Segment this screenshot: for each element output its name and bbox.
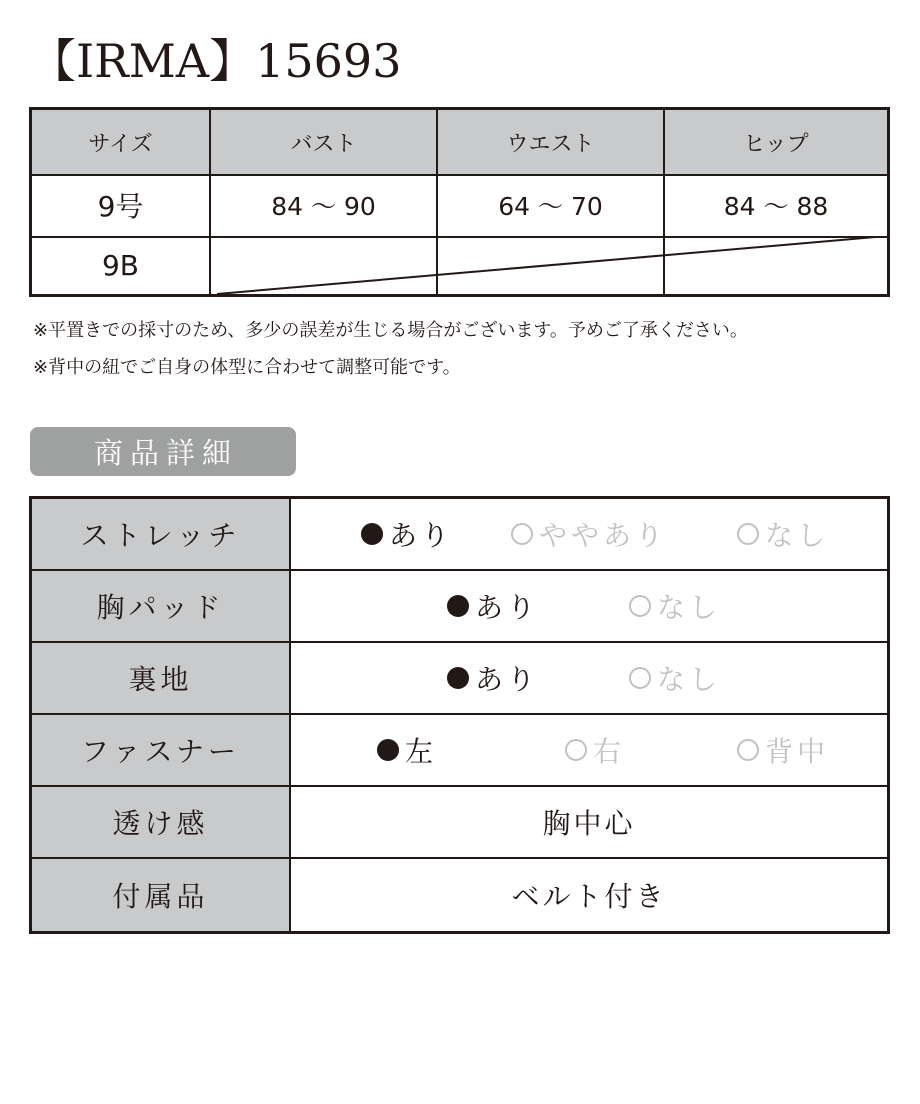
table-row bbox=[32, 174, 887, 238]
size-table bbox=[29, 107, 890, 297]
detail-value: 胸中心 bbox=[542, 807, 636, 840]
option-text: 左 bbox=[405, 735, 438, 768]
detail-label: ファスナー bbox=[32, 715, 291, 785]
option-unselected bbox=[629, 643, 721, 713]
bust-cell bbox=[211, 236, 438, 294]
option-text: なし bbox=[657, 591, 722, 624]
detail-values bbox=[291, 859, 887, 931]
option-unselected bbox=[565, 715, 625, 785]
option-selected bbox=[377, 715, 437, 785]
detail-label: 裏地 bbox=[32, 643, 291, 713]
option-text: 背中 bbox=[765, 735, 830, 768]
detail-table bbox=[29, 496, 890, 934]
option-text: あり bbox=[389, 519, 454, 552]
section-label: 商品詳細 bbox=[30, 427, 296, 476]
filled-circle-icon bbox=[361, 523, 383, 545]
table-row bbox=[32, 236, 887, 294]
empty-circle-icon bbox=[737, 523, 759, 545]
size-cell: 9B bbox=[32, 236, 211, 294]
header-waist: ウエスト bbox=[438, 110, 665, 174]
option-text: なし bbox=[657, 663, 722, 696]
size-notes bbox=[33, 312, 748, 386]
detail-row-stretch bbox=[32, 499, 887, 571]
detail-label: 透け感 bbox=[32, 787, 291, 857]
waist-cell bbox=[438, 236, 665, 294]
empty-circle-icon bbox=[565, 739, 587, 761]
bust-cell: 84 〜 90 bbox=[211, 174, 438, 236]
filled-circle-icon bbox=[447, 667, 469, 689]
note-line: ※平置きでの採寸のため、多少の誤差が生じる場合がございます。予めご了承ください。 bbox=[33, 320, 748, 341]
waist-cell: 64 〜 70 bbox=[438, 174, 665, 236]
option-unselected bbox=[511, 499, 667, 569]
option-text: ややあり bbox=[539, 519, 668, 552]
option-text: あり bbox=[475, 591, 540, 624]
option-unselected bbox=[629, 571, 721, 641]
empty-circle-icon bbox=[737, 739, 759, 761]
detail-row-lining bbox=[32, 643, 887, 715]
detail-label: 胸パッド bbox=[32, 571, 291, 641]
detail-value: ベルト付き bbox=[511, 880, 667, 913]
note-line: ※背中の紐でご自身の体型に合わせて調整可能です。 bbox=[33, 357, 461, 378]
empty-circle-icon bbox=[629, 667, 651, 689]
header-size: サイズ bbox=[32, 110, 211, 174]
option-text: 右 bbox=[593, 735, 626, 768]
filled-circle-icon bbox=[447, 595, 469, 617]
filled-circle-icon bbox=[377, 739, 399, 761]
detail-label: ストレッチ bbox=[32, 499, 291, 569]
detail-row-accessories bbox=[32, 859, 887, 931]
option-text: なし bbox=[765, 519, 830, 552]
empty-circle-icon bbox=[511, 523, 533, 545]
option-text: あり bbox=[475, 663, 540, 696]
detail-row-sheerness bbox=[32, 787, 887, 859]
header-bust: バスト bbox=[211, 110, 438, 174]
option-selected bbox=[447, 571, 539, 641]
size-table-header bbox=[32, 110, 887, 176]
detail-label: 付属品 bbox=[32, 859, 291, 931]
header-hip: ヒップ bbox=[743, 131, 809, 157]
detail-values bbox=[291, 643, 887, 713]
detail-values bbox=[291, 571, 887, 641]
detail-row-zipper bbox=[32, 715, 887, 787]
option-selected bbox=[447, 643, 539, 713]
detail-values bbox=[291, 787, 887, 857]
option-selected bbox=[361, 499, 453, 569]
page-title: 【IRMA】15693 bbox=[30, 34, 402, 88]
option-unselected bbox=[737, 715, 829, 785]
empty-circle-icon bbox=[629, 595, 651, 617]
option-unselected bbox=[737, 499, 829, 569]
detail-values bbox=[291, 715, 887, 785]
detail-values bbox=[291, 499, 887, 569]
hip-cell bbox=[665, 236, 887, 294]
hip-cell: 84 〜 88 bbox=[723, 192, 829, 221]
detail-row-bust-pad bbox=[32, 571, 887, 643]
size-cell: 9号 bbox=[32, 174, 211, 236]
